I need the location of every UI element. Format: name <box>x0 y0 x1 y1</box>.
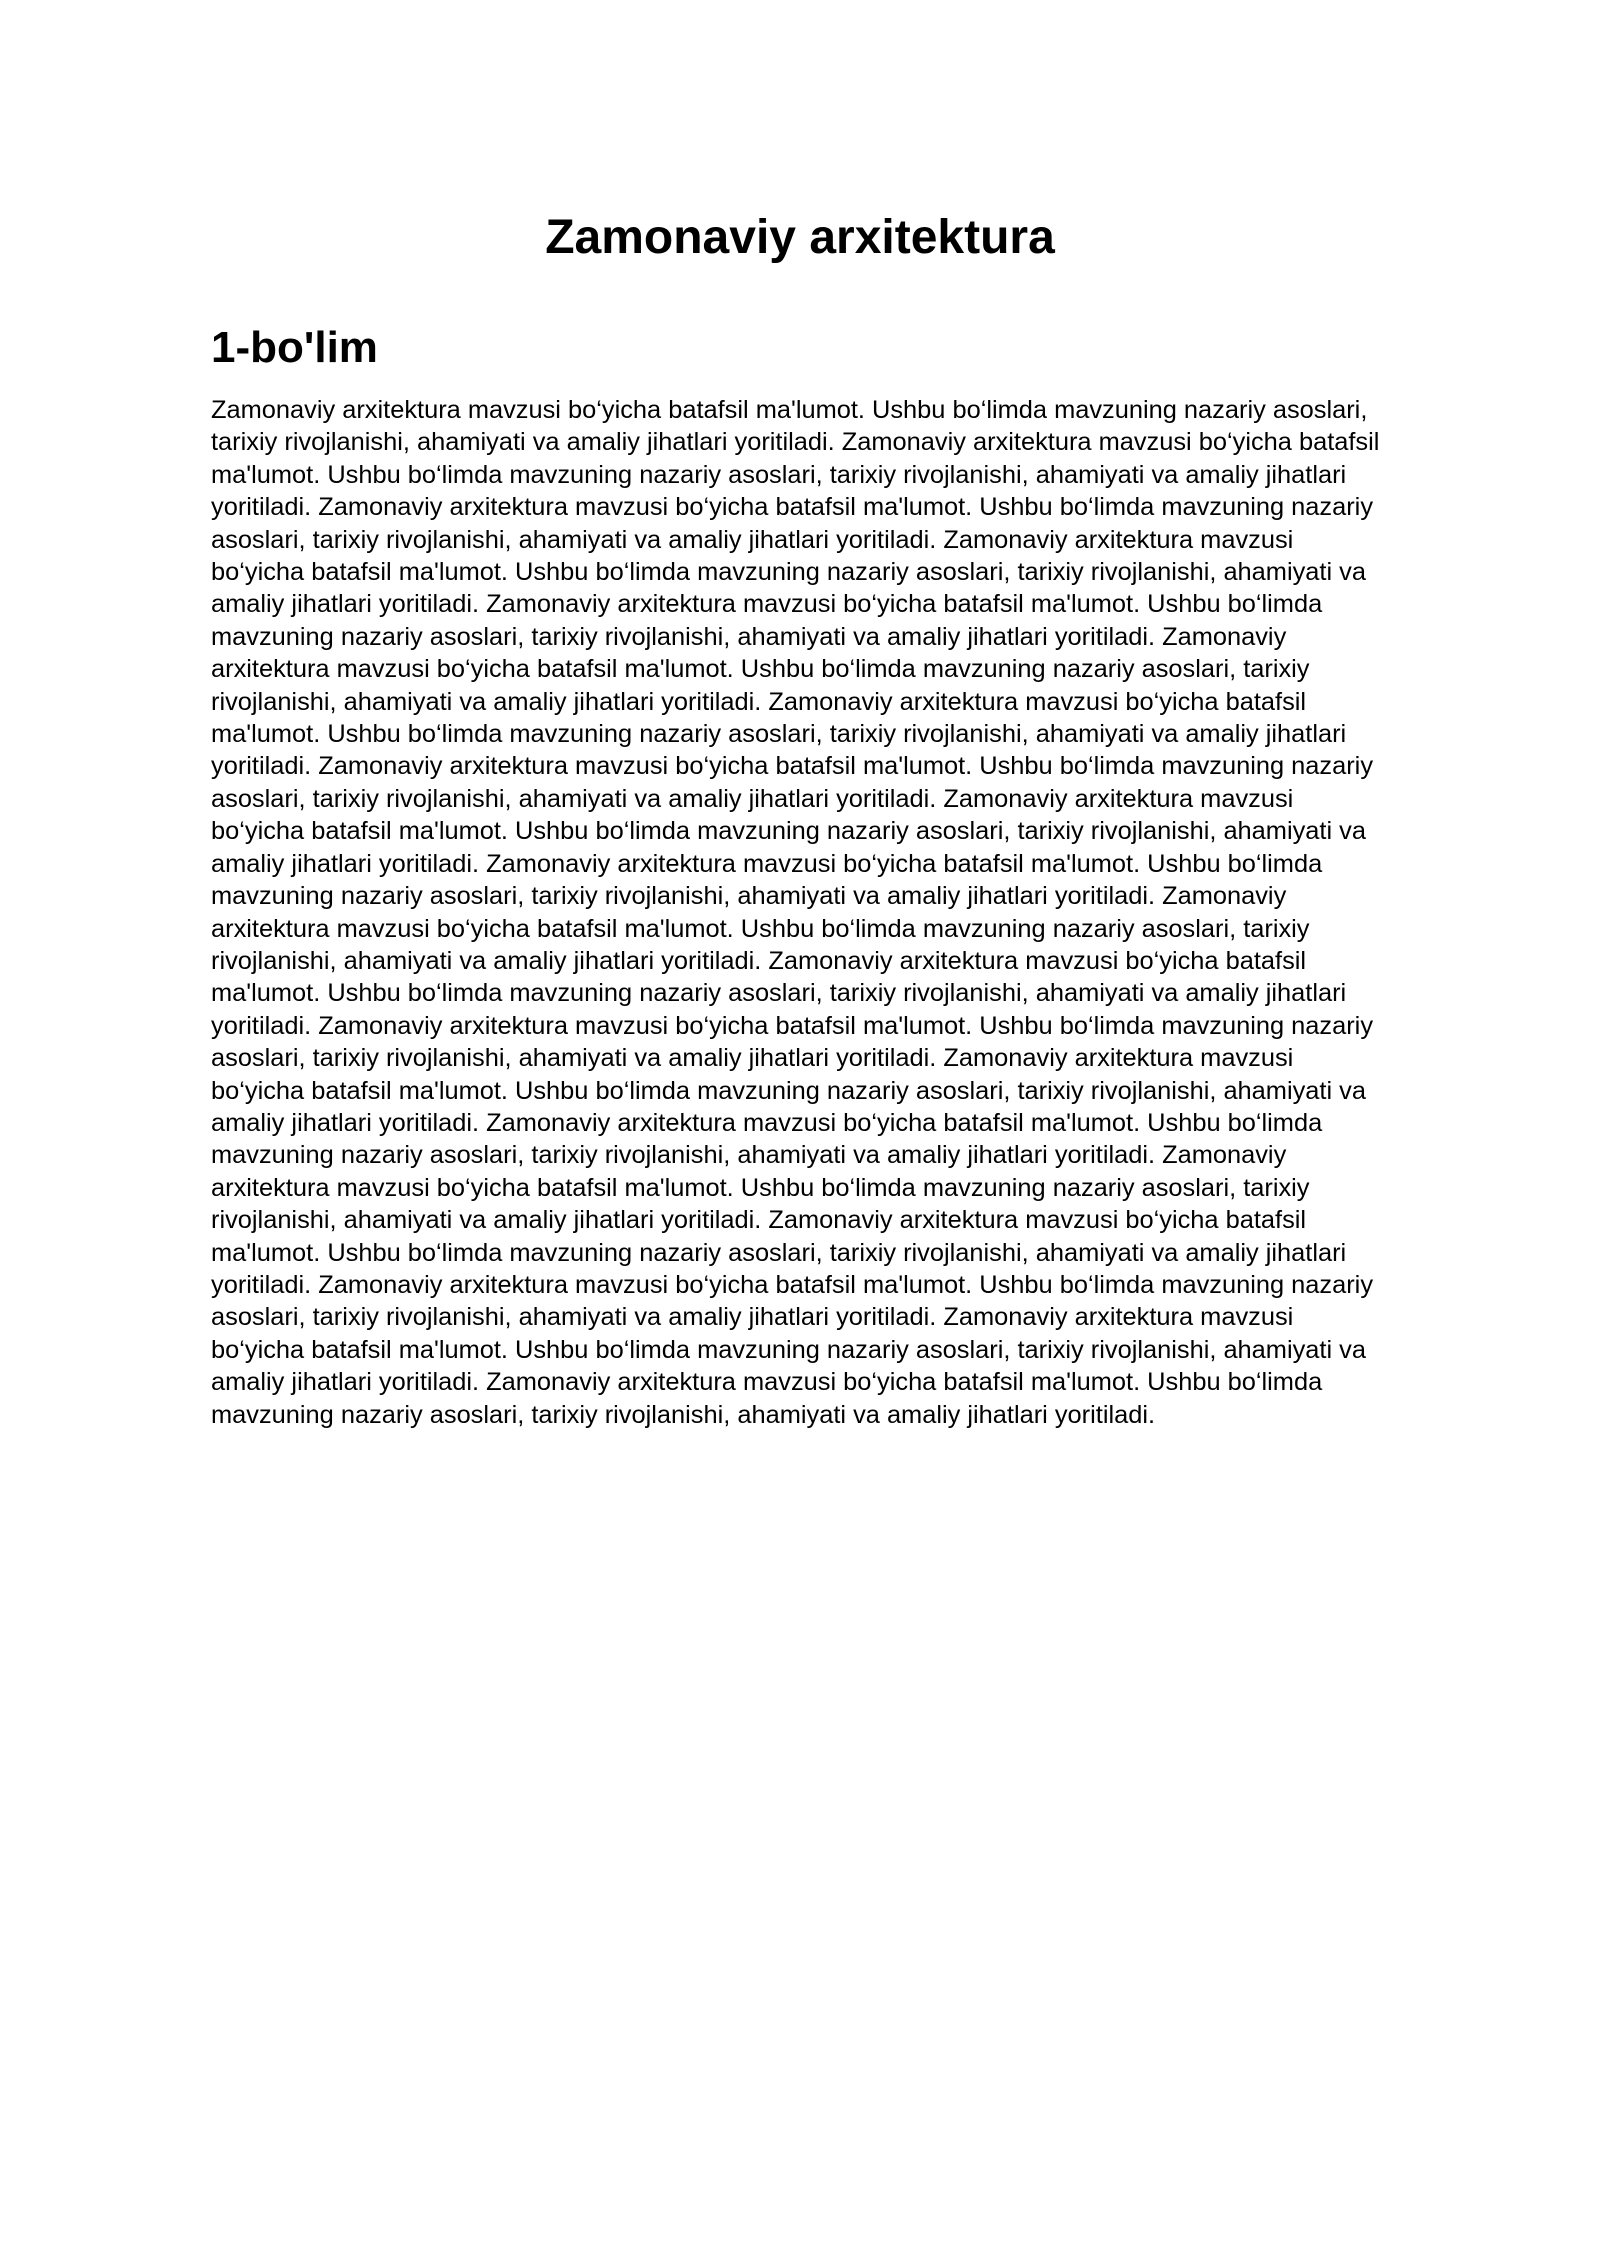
document-title-text: Zamonaviy arxitektura <box>545 211 1055 264</box>
section-heading: 1-bo'lim <box>211 323 378 372</box>
body-paragraph: Zamonaviy arxitektura mavzusi bo‘yicha batafsil ma'lumot. Ushbu bo‘limda mavzuning nazariy asoslari, tarixiy rivojlanishi, ahamiyati va amaliy jihatlari yoritiladi. Zamonaviy arxitektura mavzusi bo‘yicha batafsil ma'lumot. Ushbu bo‘limda mavzuning nazariy asoslari, tarixiy rivojlanishi, ahamiyati va amaliy jihatlari yoritiladi. Zamonaviy arxitektura mavzusi bo‘yicha batafsil ma'lumot. Ushbu bo‘limda mavzuning nazariy asoslari, tarixiy rivojlanishi, ahamiyati va amaliy jihatlari yoritiladi. Zamonaviy arxitektura mavzusi bo‘yicha batafsil ma'lumot. Ushbu bo‘limda mavzuning nazariy asoslari, tarixiy rivojlanishi, ahamiyati va amaliy jihatlari yoritiladi. Zamonaviy arxitektura mavzusi bo‘yicha batafsil ma'lumot. Ushbu bo‘limda mavzuning nazariy asoslari, tarixiy rivojlanishi, ahamiyati va amaliy jihatlari yoritiladi. Zamonaviy arxitektura mavzusi bo‘yicha batafsil ma'lumot. Ushbu bo‘limda mavzuning nazariy asoslari, tarixiy rivojlanishi, ahamiyati va amaliy jihatlari yoritiladi. Zamonaviy arxitektura mavzusi bo‘yicha batafsil ma'lumot. Ushbu bo‘limda mavzuning nazariy asoslari, tarixiy rivojlanishi, ahamiyati va amaliy jihatlari yoritiladi. Zamonaviy arxitektura mavzusi bo‘yicha batafsil ma'lumot. Ushbu bo‘limda mavzuning nazariy asoslari, tarixiy rivojlanishi, ahamiyati va amaliy jihatlari yoritiladi. Zamonaviy arxitektura mavzusi bo‘yicha batafsil ma'lumot. Ushbu bo‘limda mavzuning nazariy asoslari, tarixiy rivojlanishi, ahamiyati va amaliy jihatlari yoritiladi. Zamonaviy arxitektura mavzusi bo‘yicha batafsil ma'lumot. Ushbu bo‘limda mavzuning nazariy asoslari, tarixiy rivojlanishi, ahamiyati va amaliy jihatlari yoritiladi. Zamonaviy arxitektura mavzusi bo‘yicha batafsil ma'lumot. Ushbu bo‘limda mavzuning nazariy asoslari, tarixiy rivojlanishi, ahamiyati va amaliy jihatlari yoritiladi. Zamonaviy arxitektura mavzusi bo‘yicha batafsil ma'lumot. Ushbu bo‘limda mavzuning nazariy asoslari, tarixiy rivojlanishi, ahamiyati va amaliy jihatlari yoritiladi. Zamonaviy arxitektura mavzusi bo‘yicha batafsil ma'lumot. Ushbu bo‘limda mavzuning nazariy asoslari, tarixiy rivojlanishi, ahamiyati va amaliy jihatlari yoritiladi. Zamonaviy arxitektura mavzusi bo‘yicha batafsil ma'lumot. Ushbu bo‘limda mavzuning nazariy asoslari, tarixiy rivojlanishi, ahamiyati va amaliy jihatlari yoritiladi. Zamonaviy arxitektura mavzusi bo‘yicha batafsil ma'lumot. Ushbu bo‘limda mavzuning nazariy asoslari, tarixiy rivojlanishi, ahamiyati va amaliy jihatlari yoritiladi. Zamonaviy arxitektura mavzusi bo‘yicha batafsil ma'lumot. Ushbu bo‘limda mavzuning nazariy asoslari, tarixiy rivojlanishi, ahamiyati va amaliy jihatlari yoritiladi. Zamonaviy arxitektura mavzusi bo‘yicha batafsil ma'lumot. Ushbu bo‘limda mavzuning nazariy asoslari, tarixiy rivojlanishi, ahamiyati va amaliy jihatlari yoritiladi. Zamonaviy arxitektura mavzusi bo‘yicha batafsil ma'lumot. Ushbu bo‘limda mavzuning nazariy asoslari, tarixiy rivojlanishi, ahamiyati va amaliy jihatlari yoritiladi. Zamonaviy arxitektura mavzusi bo‘yicha batafsil ma'lumot. Ushbu bo‘limda mavzuning nazariy asoslari, tarixiy rivojlanishi, ahamiyati va amaliy jihatlari yoritiladi. Zamonaviy arxitektura mavzusi bo‘yicha batafsil ma'lumot. Ushbu bo‘limda mavzuning nazariy asoslari, tarixiy rivojlanishi, ahamiyati va amaliy jihatlari yoritiladi. <box>211 396 1380 1429</box>
document-title <box>0 208 1600 268</box>
